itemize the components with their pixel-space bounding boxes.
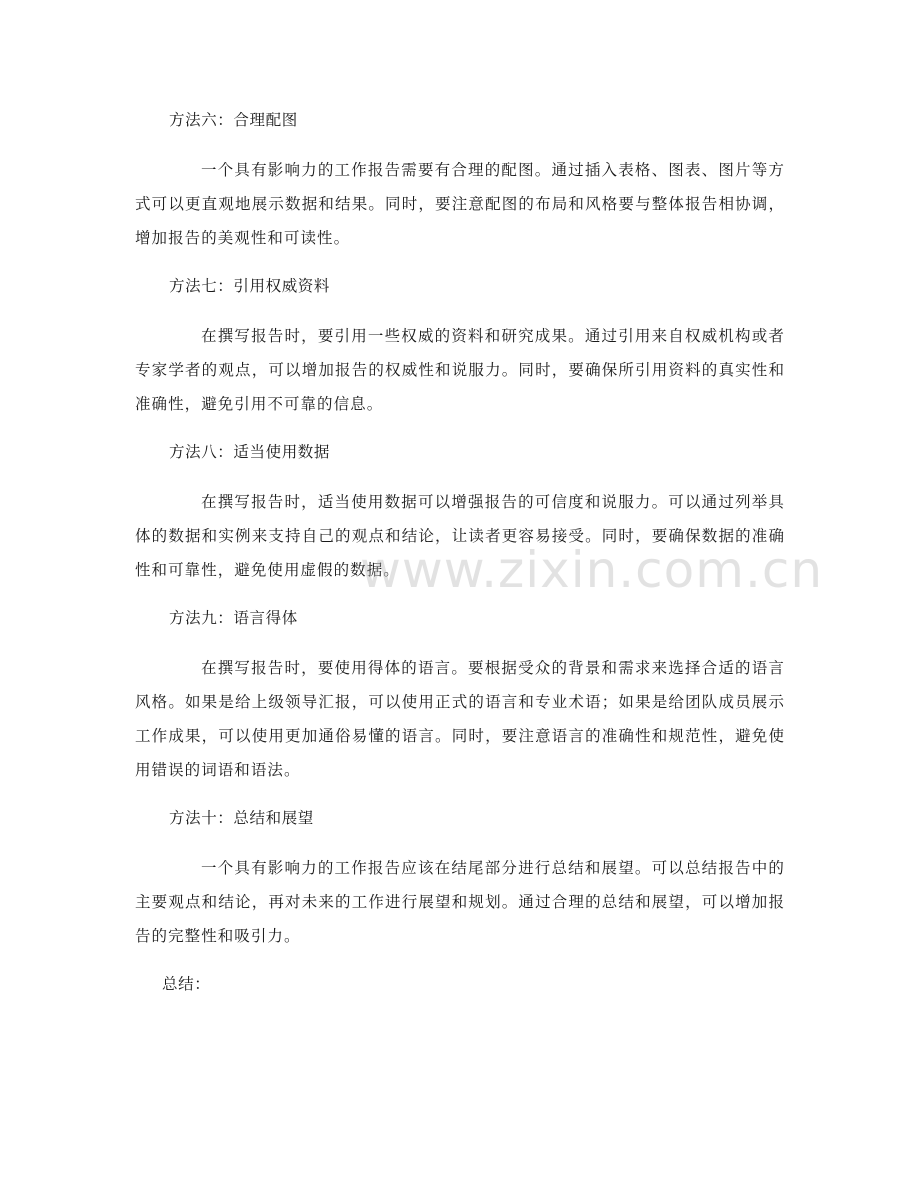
section-heading-method-9: 方法九：语言得体: [169, 609, 298, 627]
section-heading-method-6: 方法六：合理配图: [169, 111, 298, 129]
section-body-method-9: 在撰写报告时，要使用得体的语言。要根据受众的背景和需求来选择合适的语言风格。如果是给上级领导汇报，可以使用正式的语言和专业术语；如果是给团队成员展示工作成果，可以使用更加通俗易懂的语言。同时，要注意语言的准确性和规范性，避免使用错误的词语和语法。: [135, 659, 785, 779]
document-content: [135, 108, 785, 996]
section-heading-method-7: 方法七：引用权威资料: [169, 277, 331, 295]
summary-label: 总结：: [162, 975, 211, 993]
section-body-method-6: 一个具有影响力的工作报告需要有合理的配图。通过插入表格、图表、图片等方式可以更直观地展示数据和结果。同时，要注意配图的布局和风格要与整体报告相协调，增加报告的美观性和可读性。: [135, 161, 785, 247]
section-body-method-8: 在撰写报告时，适当使用数据可以增强报告的可信度和说服力。可以通过列举具体的数据和实例来支持自己的观点和结论，让读者更容易接受。同时，要确保数据的准确性和可靠性，避免使用虚假的数据。: [135, 493, 785, 579]
watermark-text: www.zixin.com.cn: [360, 541, 824, 599]
section-heading-method-10: 方法十：总结和展望: [169, 809, 314, 827]
section-body-method-7: 在撰写报告时，要引用一些权威的资料和研究成果。通过引用来自权威机构或者专家学者的观点，可以增加报告的权威性和说服力。同时，要确保所引用资料的真实性和准确性，避免引用不可靠的信息。: [135, 327, 785, 413]
section-heading-method-8: 方法八：适当使用数据: [169, 443, 331, 461]
section-body-method-10: 一个具有影响力的工作报告应该在结尾部分进行总结和展望。可以总结报告中的主要观点和结论，再对未来的工作进行展望和规划。通过合理的总结和展望，可以增加报告的完整性和吸引力。: [135, 859, 785, 945]
